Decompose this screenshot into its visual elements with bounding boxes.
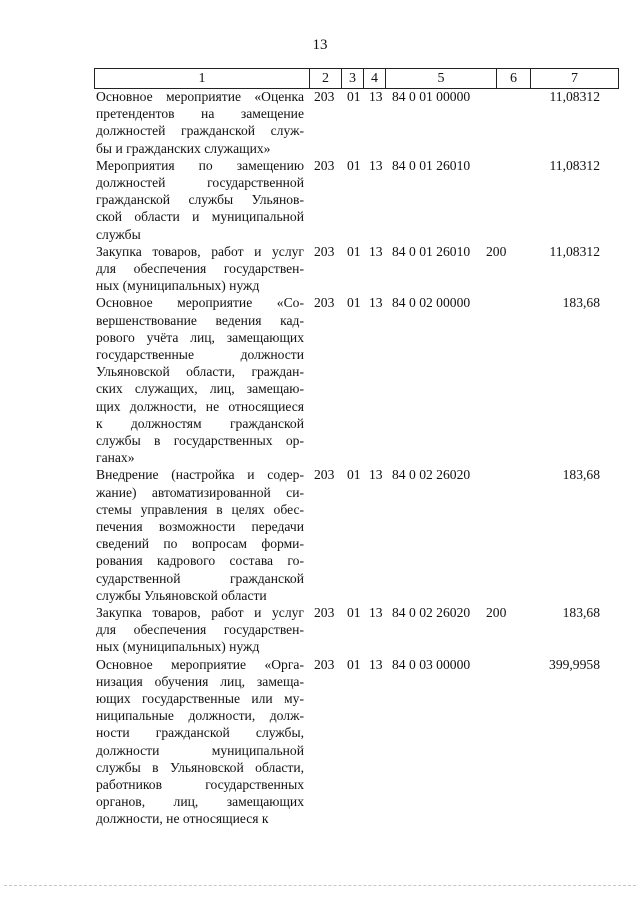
column-header-2: 2 (310, 69, 342, 89)
row-name (96, 466, 304, 604)
row-cell-c4: 13 (369, 89, 383, 104)
row-cell-c7: 11,08312 (549, 89, 600, 104)
row-name-line: низация обучения лиц, замеща- (96, 673, 304, 689)
row-cell-c5: 84 0 01 26010 (392, 243, 471, 259)
row-name-line: ности гражданской службы, (96, 725, 304, 741)
row-cell-c4: 13 (369, 243, 383, 259)
row-name (96, 656, 304, 828)
row-cell-c3: 01 (347, 295, 361, 311)
row-cell-c3: 01 (347, 243, 361, 259)
row-name-line: должности, не относящиеся к (96, 811, 269, 827)
row-cell-c5: 84 0 01 00000 (392, 89, 471, 104)
column-header-7: 7 (531, 69, 619, 89)
row-name-line: Основное мероприятие «Оценка (96, 89, 304, 104)
row-name-line: ганах» (96, 450, 135, 466)
row-cell-c2: 203 (314, 605, 335, 620)
row-name-line: стемы управления в целях обес- (96, 501, 304, 517)
row-cell-c5: 84 0 02 00000 (392, 295, 471, 311)
row-cell-c7: 183,68 (562, 467, 600, 483)
column-header-table (94, 68, 619, 89)
row-cell-c4: 13 (369, 467, 383, 483)
row-name-line: Закупка товаров, работ и услуг (96, 605, 304, 620)
column-header-6: 6 (497, 69, 531, 89)
row-name-line: службы в государственных ор- (96, 433, 304, 449)
row-cell-c3: 01 (347, 89, 361, 104)
row-name-line: ских служащих, лиц, замещаю- (96, 381, 304, 397)
row-name (96, 243, 304, 295)
row-name-line: работников государственных (96, 777, 304, 793)
row-name-line: ской области и муниципальной (96, 209, 304, 225)
row-name-line: сведений по вопросам форми- (96, 536, 304, 552)
row-cell-c5: 84 0 01 26010 (392, 157, 471, 173)
row-cell-c3: 01 (347, 605, 361, 620)
row-name-line: вершенствование ведения кад- (96, 312, 304, 328)
row-name-line: должностей государственной (96, 175, 304, 190)
column-header-3: 3 (342, 69, 364, 89)
row-cell-c7: 11,08312 (549, 157, 600, 173)
row-cell-c2: 203 (314, 467, 335, 483)
row-cell-c2: 203 (314, 89, 335, 104)
row-name-line: Ульяновской области, граждан- (96, 364, 304, 380)
row-name-line: ющих государственные или му- (96, 691, 304, 706)
row-name-line: должности муниципальной (96, 742, 304, 758)
row-name-line: Внедрение (настройка и содер- (96, 467, 304, 483)
column-header-4: 4 (364, 69, 386, 89)
row-name-line: государственные должности (96, 347, 304, 362)
row-cell-c4: 13 (369, 656, 383, 672)
row-name-line: претендентов на замещение (96, 106, 304, 122)
row-cell-c3: 01 (347, 157, 361, 173)
row-name-line: жание) автоматизированной си- (96, 484, 304, 500)
row-name-line: службы в Ульяновской области, (96, 759, 304, 775)
row-name-line: для обеспечения государствен- (96, 261, 304, 276)
row-name (96, 157, 304, 243)
row-name-line: органов, лиц, замещающих (96, 794, 304, 810)
row-cell-c3: 01 (347, 467, 361, 483)
scan-edge-divider (4, 885, 636, 886)
row-name-line: Закупка товаров, работ и услуг (96, 243, 304, 259)
row-name-line: щих должности, не относящиеся (96, 398, 304, 414)
row-name-line: должностей гражданской служ- (96, 123, 304, 139)
column-header-1: 1 (95, 69, 310, 89)
page-number: 13 (312, 37, 328, 53)
row-cell-c5: 84 0 02 26020 (392, 605, 471, 620)
row-name-line: Основное мероприятие «Со- (96, 295, 304, 311)
row-name (96, 294, 304, 466)
row-name (96, 88, 304, 157)
row-name-line: бы и гражданских служащих» (96, 140, 271, 156)
row-cell-c4: 13 (369, 295, 383, 311)
row-cell-c7: 183,68 (562, 605, 600, 620)
row-cell-c4: 13 (369, 605, 383, 620)
row-name-line: к должностям гражданской (96, 415, 304, 431)
row-cell-c2: 203 (314, 157, 335, 173)
row-cell-c2: 203 (314, 295, 335, 311)
row-cell-c2: 203 (314, 243, 335, 259)
row-name-line: рования кадрового состава го- (96, 553, 304, 569)
row-cell-c2: 203 (314, 656, 335, 672)
row-name-line: службы (96, 226, 141, 242)
row-cell-c6: 200 (486, 243, 507, 259)
row-cell-c7: 183,68 (562, 295, 600, 311)
row-name-line: ных (муниципальных) нужд (96, 639, 260, 655)
row-cell-c7: 399,9958 (549, 656, 600, 672)
row-name-line: службы Ульяновской области (96, 587, 267, 603)
row-cell-c7: 11,08312 (549, 243, 600, 259)
row-cell-c6: 200 (486, 605, 507, 620)
column-header-5: 5 (386, 69, 497, 89)
row-cell-c5: 84 0 02 26020 (392, 467, 471, 483)
row-name-line: для обеспечения государствен- (96, 622, 304, 638)
row-cell-c5: 84 0 03 00000 (392, 656, 471, 672)
row-name-line: рового учёта лиц, замещающих (96, 329, 304, 345)
row-cell-c4: 13 (369, 157, 383, 173)
row-cell-c3: 01 (347, 656, 361, 672)
row-name-line: ных (муниципальных) нужд (96, 278, 260, 294)
row-name-line: Основное мероприятие «Орга- (96, 656, 304, 672)
row-name-line: сударственной гражданской (96, 570, 304, 586)
row-name-line: печения возможности передачи (96, 519, 304, 534)
row-name-line: Мероприятия по замещению (96, 157, 304, 173)
row-name (96, 604, 304, 656)
row-name-line: гражданской службы Ульянов- (96, 192, 304, 208)
row-name-line: ниципальные должности, долж- (96, 708, 304, 724)
